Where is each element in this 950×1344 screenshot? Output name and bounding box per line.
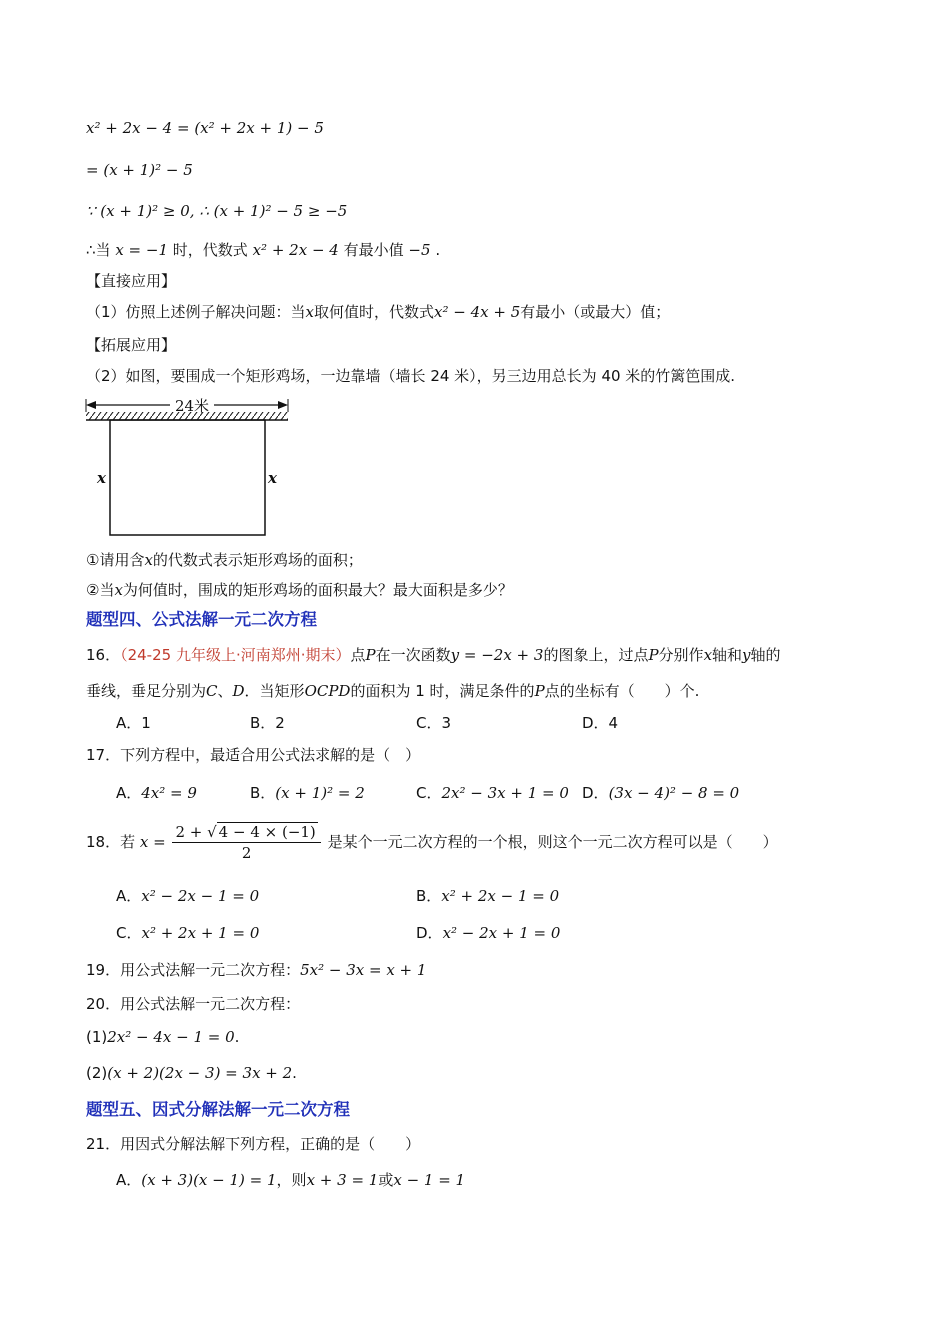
math: x xyxy=(703,646,713,664)
option-label: A． xyxy=(116,1171,142,1189)
text: 、 xyxy=(217,682,233,700)
question-2-part-2 xyxy=(86,580,513,600)
question-2: （2）如图，要围成一个矩形鸡场，一边靠墙（墙长 24 米），另三边用总长为 40 米的竹篱笆围成. xyxy=(86,367,736,385)
text: 18．若 xyxy=(86,833,136,851)
extended-application-title: 【拓展应用】 xyxy=(86,336,177,354)
example-line-2: = (x + 1)² − 5 xyxy=(86,161,193,179)
question-20-stem: 20．用公式法解一元二次方程： xyxy=(86,995,301,1013)
question-17-option-a[interactable] xyxy=(116,783,197,803)
math: P xyxy=(365,646,376,664)
math: C xyxy=(206,682,218,700)
math: x xyxy=(144,551,153,569)
text: 垂线，垂足分别为 xyxy=(86,682,207,700)
text: 有最小值 xyxy=(343,241,404,259)
text: ∴当 xyxy=(86,241,111,259)
math: D xyxy=(232,682,245,700)
text: ②当 xyxy=(86,581,115,599)
text: . xyxy=(234,1028,240,1046)
question-18-option-d[interactable] xyxy=(416,923,560,943)
question-16-option-d[interactable]: D．4 xyxy=(582,714,619,732)
text: . xyxy=(292,1064,297,1082)
example-line-1: x² + 2x − 4 = (x² + 2x + 1) − 5 xyxy=(86,119,324,137)
math: x² − 2x − 1 = 0 xyxy=(141,887,260,905)
text: 的面积为 1 时，满足条件的 xyxy=(350,682,535,700)
question-16-option-c[interactable]: C．3 xyxy=(416,714,452,732)
math: P xyxy=(534,682,545,700)
math: x² + 2x + 1 = 0 xyxy=(141,924,260,942)
option-label: A． xyxy=(116,887,142,905)
math: x² + 2x − 1 = 0 xyxy=(441,887,560,905)
math: x = −1 xyxy=(115,241,169,259)
question-2-part-1 xyxy=(86,550,363,570)
text: 或 xyxy=(378,1171,394,1189)
math: 4x² = 9 xyxy=(141,784,197,802)
question-18-stem xyxy=(86,820,778,864)
math: 2 + xyxy=(175,823,203,841)
text: ．当矩形 xyxy=(244,682,305,700)
question-16-option-b[interactable]: B．2 xyxy=(250,714,285,732)
text: 19．用公式法解一元二次方程： xyxy=(86,961,301,979)
question-17-option-c[interactable] xyxy=(416,783,569,803)
radicand: 4 − 4 × (−1) xyxy=(218,823,316,841)
text: ①请用含 xyxy=(86,551,145,569)
text: . xyxy=(435,241,441,259)
question-16-option-a[interactable]: A．1 xyxy=(116,714,151,732)
math: −5 xyxy=(408,241,431,259)
math: x − 1 = 1 xyxy=(393,1171,466,1189)
text: 轴的 xyxy=(750,646,781,664)
math: y = −2x + 3 xyxy=(450,646,544,664)
option-label: C． xyxy=(416,784,442,802)
root-fraction xyxy=(172,823,320,862)
text: 时，代数式 xyxy=(172,241,248,259)
math: x xyxy=(305,303,315,321)
direct-application-title: 【直接应用】 xyxy=(86,272,177,290)
question-18-option-c[interactable] xyxy=(116,923,259,943)
text: （1）仿照上述例子解决问题：当 xyxy=(86,303,306,321)
section-4-heading: 题型四、公式法解一元二次方程 xyxy=(86,610,317,629)
chicken-farm-figure xyxy=(80,392,300,542)
text: 取何值时，代数式 xyxy=(314,303,435,321)
math: (x + 2)(2x − 3) = 3x + 2 xyxy=(107,1064,293,1082)
math: (x + 1)² = 2 xyxy=(275,784,365,802)
text: 是某个一元二次方程的一个根，则这个一元二次方程可以是（ ） xyxy=(327,833,778,851)
right-side-label: x xyxy=(268,469,277,487)
text: ，则 xyxy=(276,1171,307,1189)
section-5-heading: 题型五、因式分解法解一元二次方程 xyxy=(86,1100,350,1119)
question-17-option-b[interactable] xyxy=(250,783,365,803)
question-18-option-b[interactable] xyxy=(416,886,559,906)
wall-length-label: 24米 xyxy=(174,397,210,415)
question-20-part-2 xyxy=(86,1063,297,1083)
fraction-denominator: 2 xyxy=(241,844,252,862)
text: 的图象上，过点 xyxy=(543,646,649,664)
question-18-option-a[interactable] xyxy=(116,886,259,906)
question-source: （24-25 九年级上·河南郑州·期末） xyxy=(120,646,351,664)
option-label: D． xyxy=(582,784,609,802)
text: 分别作 xyxy=(658,646,704,664)
math: (x + 3)(x − 1) = 1 xyxy=(141,1171,277,1189)
text: 为何值时，围成的矩形鸡场的面积最大？最大面积是多少？ xyxy=(122,581,513,599)
math: 2x² − 4x − 1 = 0 xyxy=(107,1028,235,1046)
math: x xyxy=(114,581,123,599)
question-1 xyxy=(86,302,670,322)
math: OCPD xyxy=(304,682,351,700)
example-conclusion xyxy=(86,240,440,260)
question-16-line-2 xyxy=(86,681,699,701)
math: 5x² − 3x = x + 1 xyxy=(300,961,427,979)
part-number: (1) xyxy=(86,1028,108,1046)
question-17-option-d[interactable] xyxy=(582,783,739,803)
question-number: 16． xyxy=(86,646,121,664)
question-21-stem: 21．用因式分解法解下列方程，正确的是（ ） xyxy=(86,1135,421,1153)
part-number: (2) xyxy=(86,1064,108,1082)
option-label: B． xyxy=(250,784,276,802)
fraction-numerator: 2 + √ 4 − 4 × (−1) xyxy=(172,823,320,843)
math: x² − 4x + 5 xyxy=(434,303,521,321)
option-label: C． xyxy=(116,924,142,942)
question-16-line-1 xyxy=(86,645,781,665)
text: 有最小（或最大）值； xyxy=(520,303,671,321)
option-label: A． xyxy=(116,784,142,802)
question-20-part-1 xyxy=(86,1027,239,1047)
text: 点 xyxy=(350,646,366,664)
left-side-label: x xyxy=(97,469,106,487)
text: 在一次函数 xyxy=(375,646,451,664)
farm-rectangle xyxy=(110,420,265,535)
arrowhead-right xyxy=(278,401,288,409)
text: 点的坐标有（ ）个. xyxy=(544,682,700,700)
math: (3x − 4)² − 8 = 0 xyxy=(608,784,740,802)
arrowhead-left xyxy=(86,401,96,409)
question-17-stem: 17．下列方程中，最适合用公式法求解的是（ ） xyxy=(86,746,421,764)
math: y xyxy=(742,646,751,664)
question-21-option-a[interactable] xyxy=(116,1170,465,1190)
math: 2x² − 3x + 1 = 0 xyxy=(441,784,569,802)
text: 轴和 xyxy=(712,646,743,664)
text: 的代数式表示矩形鸡场的面积； xyxy=(152,551,363,569)
math: P xyxy=(648,646,659,664)
example-line-3: ∵ (x + 1)² ≥ 0, ∴ (x + 1)² − 5 ≥ −5 xyxy=(86,202,348,220)
option-label: B． xyxy=(416,887,442,905)
math: x² − 2x + 1 = 0 xyxy=(442,924,561,942)
math: x² + 2x − 4 xyxy=(252,241,339,259)
math: x = xyxy=(139,833,166,851)
option-label: D． xyxy=(416,924,443,942)
math: x + 3 = 1 xyxy=(306,1171,379,1189)
question-19 xyxy=(86,960,426,980)
